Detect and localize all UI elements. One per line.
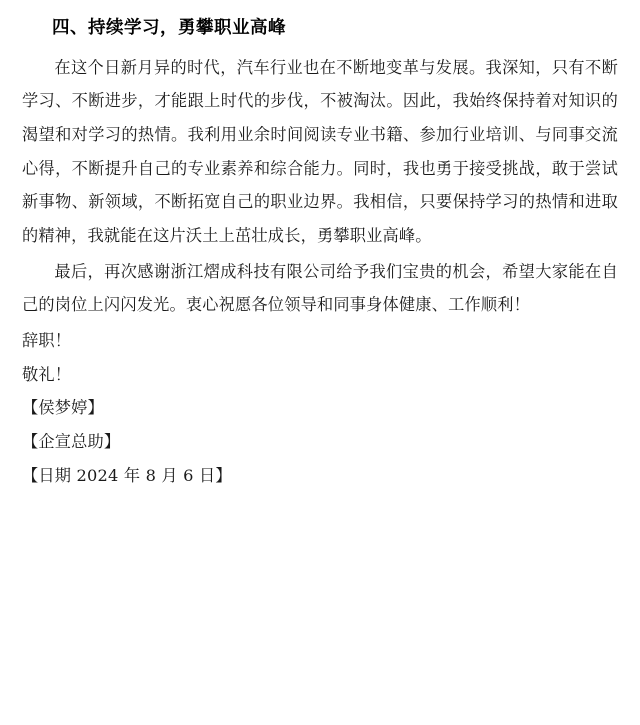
signature-name: 【侯梦婷】	[22, 398, 104, 418]
paragraph-1: 在这个日新月异的时代，汽车行业也在不断地变革与发展。我深知，只有不断学习、不断进步，才能跟上时代的步伐，不被淘汰。因此，我始终保持着对知识的渴望和对学习的热情。我利用业余时间阅读专业书籍、参加行业培训、与同事交流心得，不断提升自己的专业素养和综合能力。同时，我也勇于接受挑战，敢于尝试新事物、新领域，不断拓宽自己的职业边界。我相信，只要保持学习的热情和进取的精神，我就能在这片沃土上茁壮成长，勇攀职业高峰。	[22, 57, 618, 245]
signature-title: 【企宣总助】	[22, 432, 121, 452]
section-heading: 四、持续学习，勇攀职业高峰	[52, 18, 286, 38]
paragraph-2: 最后，再次感谢浙江熠成科技有限公司给予我们宝贵的机会，希望大家能在自己的岗位上闪闪发光。衷心祝愿各位领导和同事身体健康、工作顺利！	[22, 261, 618, 315]
closing-line-2: 敬礼！	[22, 364, 72, 384]
signature-date: 【日期 2024 年 8 月 6 日】	[22, 465, 232, 485]
closing-line-1: 辞职！	[22, 331, 72, 350]
